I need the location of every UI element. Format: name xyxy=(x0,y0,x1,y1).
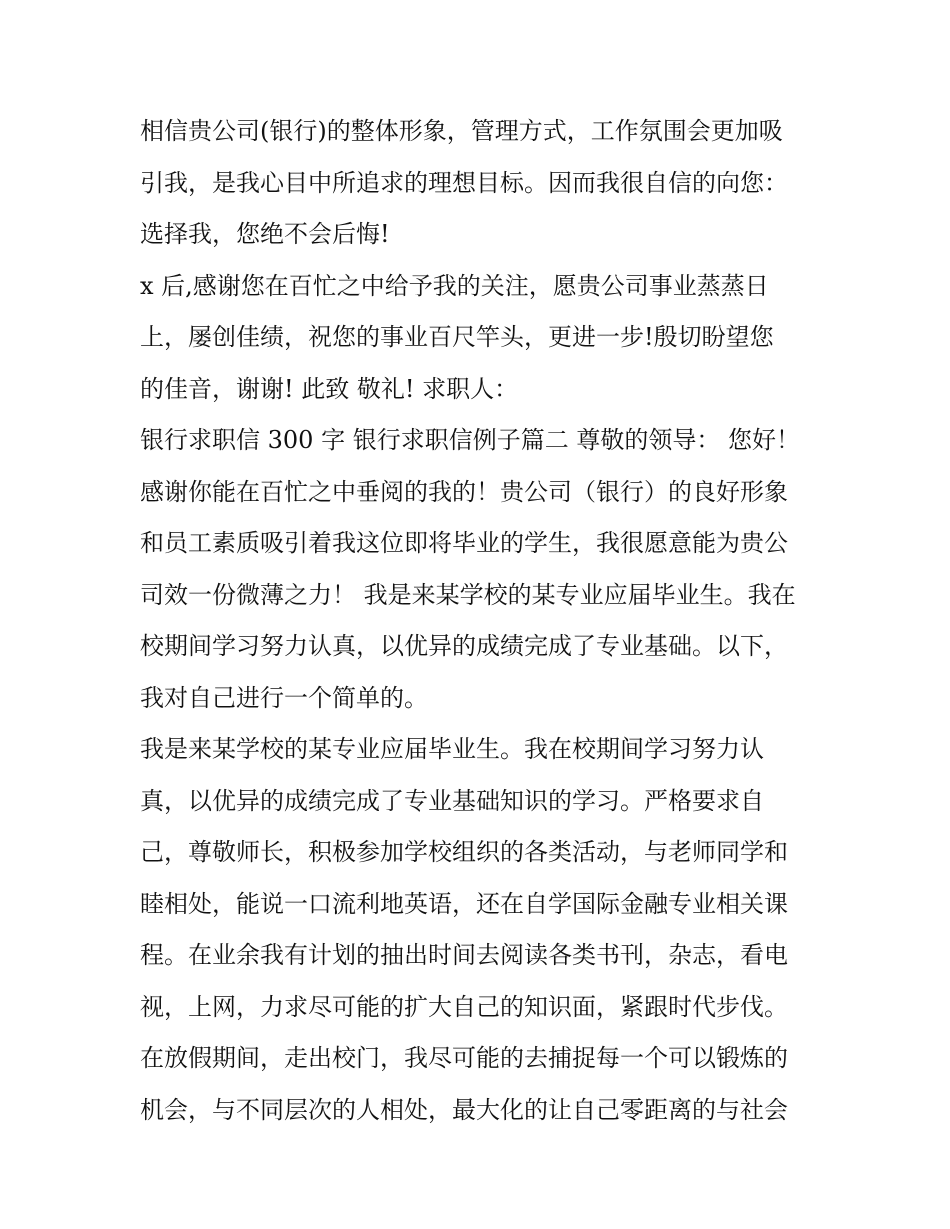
text-line: 选择我，您绝不会后悔! xyxy=(140,220,390,248)
text-line: 真，以优异的成绩完成了专业基础知识的学习。严格要求自 xyxy=(140,786,764,815)
text-line: 校期间学习努力认真，以优异的成绩完成了专业基础。以下， xyxy=(140,632,788,660)
text-line: 引我，是我心目中所追求的理想目标。因而我很自信的向您： xyxy=(140,168,788,197)
text-line: 我对自己进行一个简单的。 xyxy=(140,683,428,712)
document-body xyxy=(140,106,820,1136)
text-line: 上，屡创佳绩，祝您的事业百尺竿头，更进一步!殷切盼望您 xyxy=(140,323,774,351)
text-line: x 后,感谢您在百忙之中给予我的关注，愿贵公司事业蒸蒸日 xyxy=(140,271,769,300)
text-line: 己，尊敬师长，积极参加学校组织的各类活动，与老师同学和 xyxy=(140,838,788,866)
text-line: 视，上网，力求尽可能的扩大自己的知识面，紧跟时代步伐。 xyxy=(140,992,788,1021)
text-line: 相信贵公司(银行)的整体形象，管理方式，工作氛围会更加吸 xyxy=(140,117,783,145)
text-line: 我是来某学校的某专业应届毕业生。我在校期间学习努力认 xyxy=(140,735,764,763)
text-line: 睦相处，能说一口流利地英语，还在自学国际金融专业相关课 xyxy=(140,889,788,918)
text-line: 的佳音，谢谢! 此致 敬礼! 求职人： xyxy=(140,374,519,403)
text-line: 和员工素质吸引着我这位即将毕业的学生，我很愿意能为贵公 xyxy=(140,529,788,557)
text-line: 机会，与不同层次的人相处，最大化的让自己零距离的与社会 xyxy=(140,1095,788,1124)
text-line: 感谢你能在百忙之中垂阅的我的！贵公司（银行）的良好形象 xyxy=(140,477,788,506)
text-line: 司效一份微薄之力！ 我是来某学校的某专业应届毕业生。我在 xyxy=(140,580,796,609)
text-line: 在放假期间，走出校门，我尽可能的去捕捉每一个可以锻炼的 xyxy=(140,1044,788,1072)
text-line: 银行求职信 300 字 银行求职信例子篇二 尊敬的领导： 您好！ xyxy=(140,426,800,454)
text-line: 程。在业余我有计划的抽出时间去阅读各类书刊，杂志，看电 xyxy=(140,941,788,969)
